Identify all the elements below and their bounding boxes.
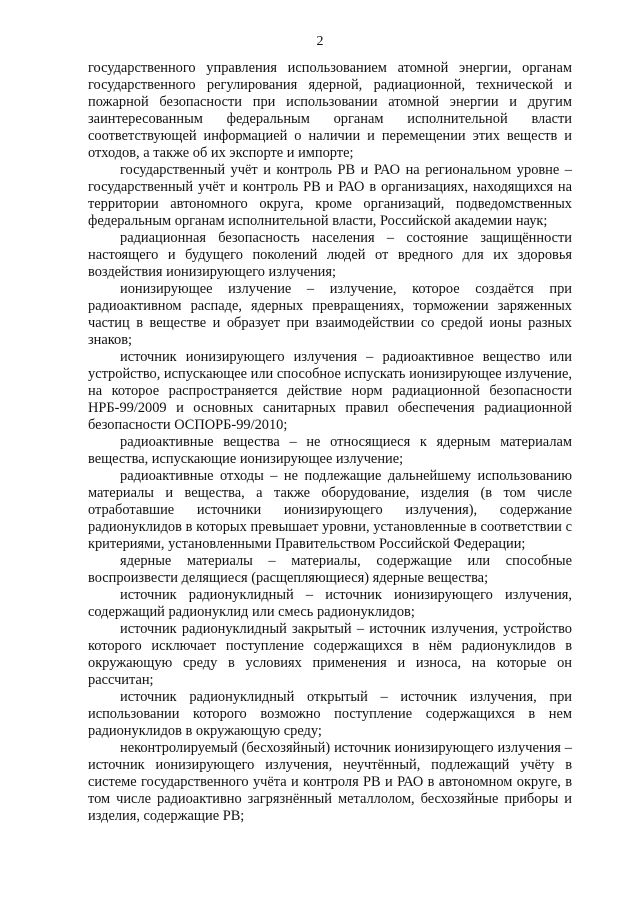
paragraph: ядерные материалы – материалы, содержащие или способные воспроизвести делящиеся (расщепляющиеся) ядерные вещества; — [88, 553, 572, 586]
paragraph: источник радионуклидный закрытый – источник излучения, устройство которого исключает поступление содержащихся в нём радионуклидов в окружающую среду в условиях применения и износа, на которые он рассчитан; — [88, 621, 572, 688]
paragraph: радиоактивные отходы – не подлежащие дальнейшему использованию материалы и вещества, а также оборудование, изделия (в том числе отработавшие источники ионизирующего излучения), содержание радионуклидов в которых превышает уровни, установленные в соответствии с критериями, установленными Правительством Российской Федерации; — [88, 468, 572, 552]
paragraph: неконтролируемый (бесхозяйный) источник ионизирующего излучения – источник ионизирующего излучения, неучтённый, подлежащий учёту в системе государственного учёта и контроля РВ и РАО в автономном округе, в том числе радиоактивно загрязнённый металлолом, бесхозяйные приборы и изделия, содержащие РВ; — [88, 740, 572, 824]
paragraph: источник радионуклидный – источник ионизирующего излучения, содержащий радионуклид или смесь радионуклидов; — [88, 587, 572, 620]
paragraph: источник радионуклидный открытый – источник излучения, при использовании которого возможно поступление содержащихся в нем радионуклидов в окружающую среду; — [88, 689, 572, 739]
paragraph: государственный учёт и контроль РВ и РАО на региональном уровне – государственный учёт и контроль РВ и РАО в организациях, находящихся на территории автономного округа, кроме организаций, подведомственных федеральным органам исполнительной власти, Российской академии наук; — [88, 162, 572, 229]
paragraph: радиационная безопасность населения – состояние защищённости настоящего и будущего поколений людей от вредного для их здоровья воздействия ионизирующего излучения; — [88, 230, 572, 280]
paragraph: ионизирующее излучение – излучение, которое создаётся при радиоактивном распаде, ядерных превращениях, торможении заряженных частиц в веществе и образует при взаимодействии со средой ионы разных знаков; — [88, 281, 572, 348]
paragraph: источник ионизирующего излучения – радиоактивное вещество или устройство, испускающее или способное испускать ионизирующее излучение, на которое распространяется действие норм радиационной безопасности НРБ-99/2009 и основных санитарных правил обеспечения радиационной безопасности ОСПОРБ-99/2010; — [88, 349, 572, 433]
document-body — [88, 60, 572, 825]
page-number: 2 — [316, 34, 324, 49]
paragraph: радиоактивные вещества – не относящиеся к ядерным материалам вещества, испускающие ионизирующее излучение; — [88, 434, 572, 467]
paragraph: государственного управления использованием атомной энергии, органам государственного регулирования ядерной, радиационной, технической и пожарной безопасности при использовании атомной энергии и другим заинтересованным федеральным органам исполнительной власти соответствующей информацией о наличии и перемещении этих веществ и отходов, а также об их экспорте и импорте; — [88, 60, 572, 161]
